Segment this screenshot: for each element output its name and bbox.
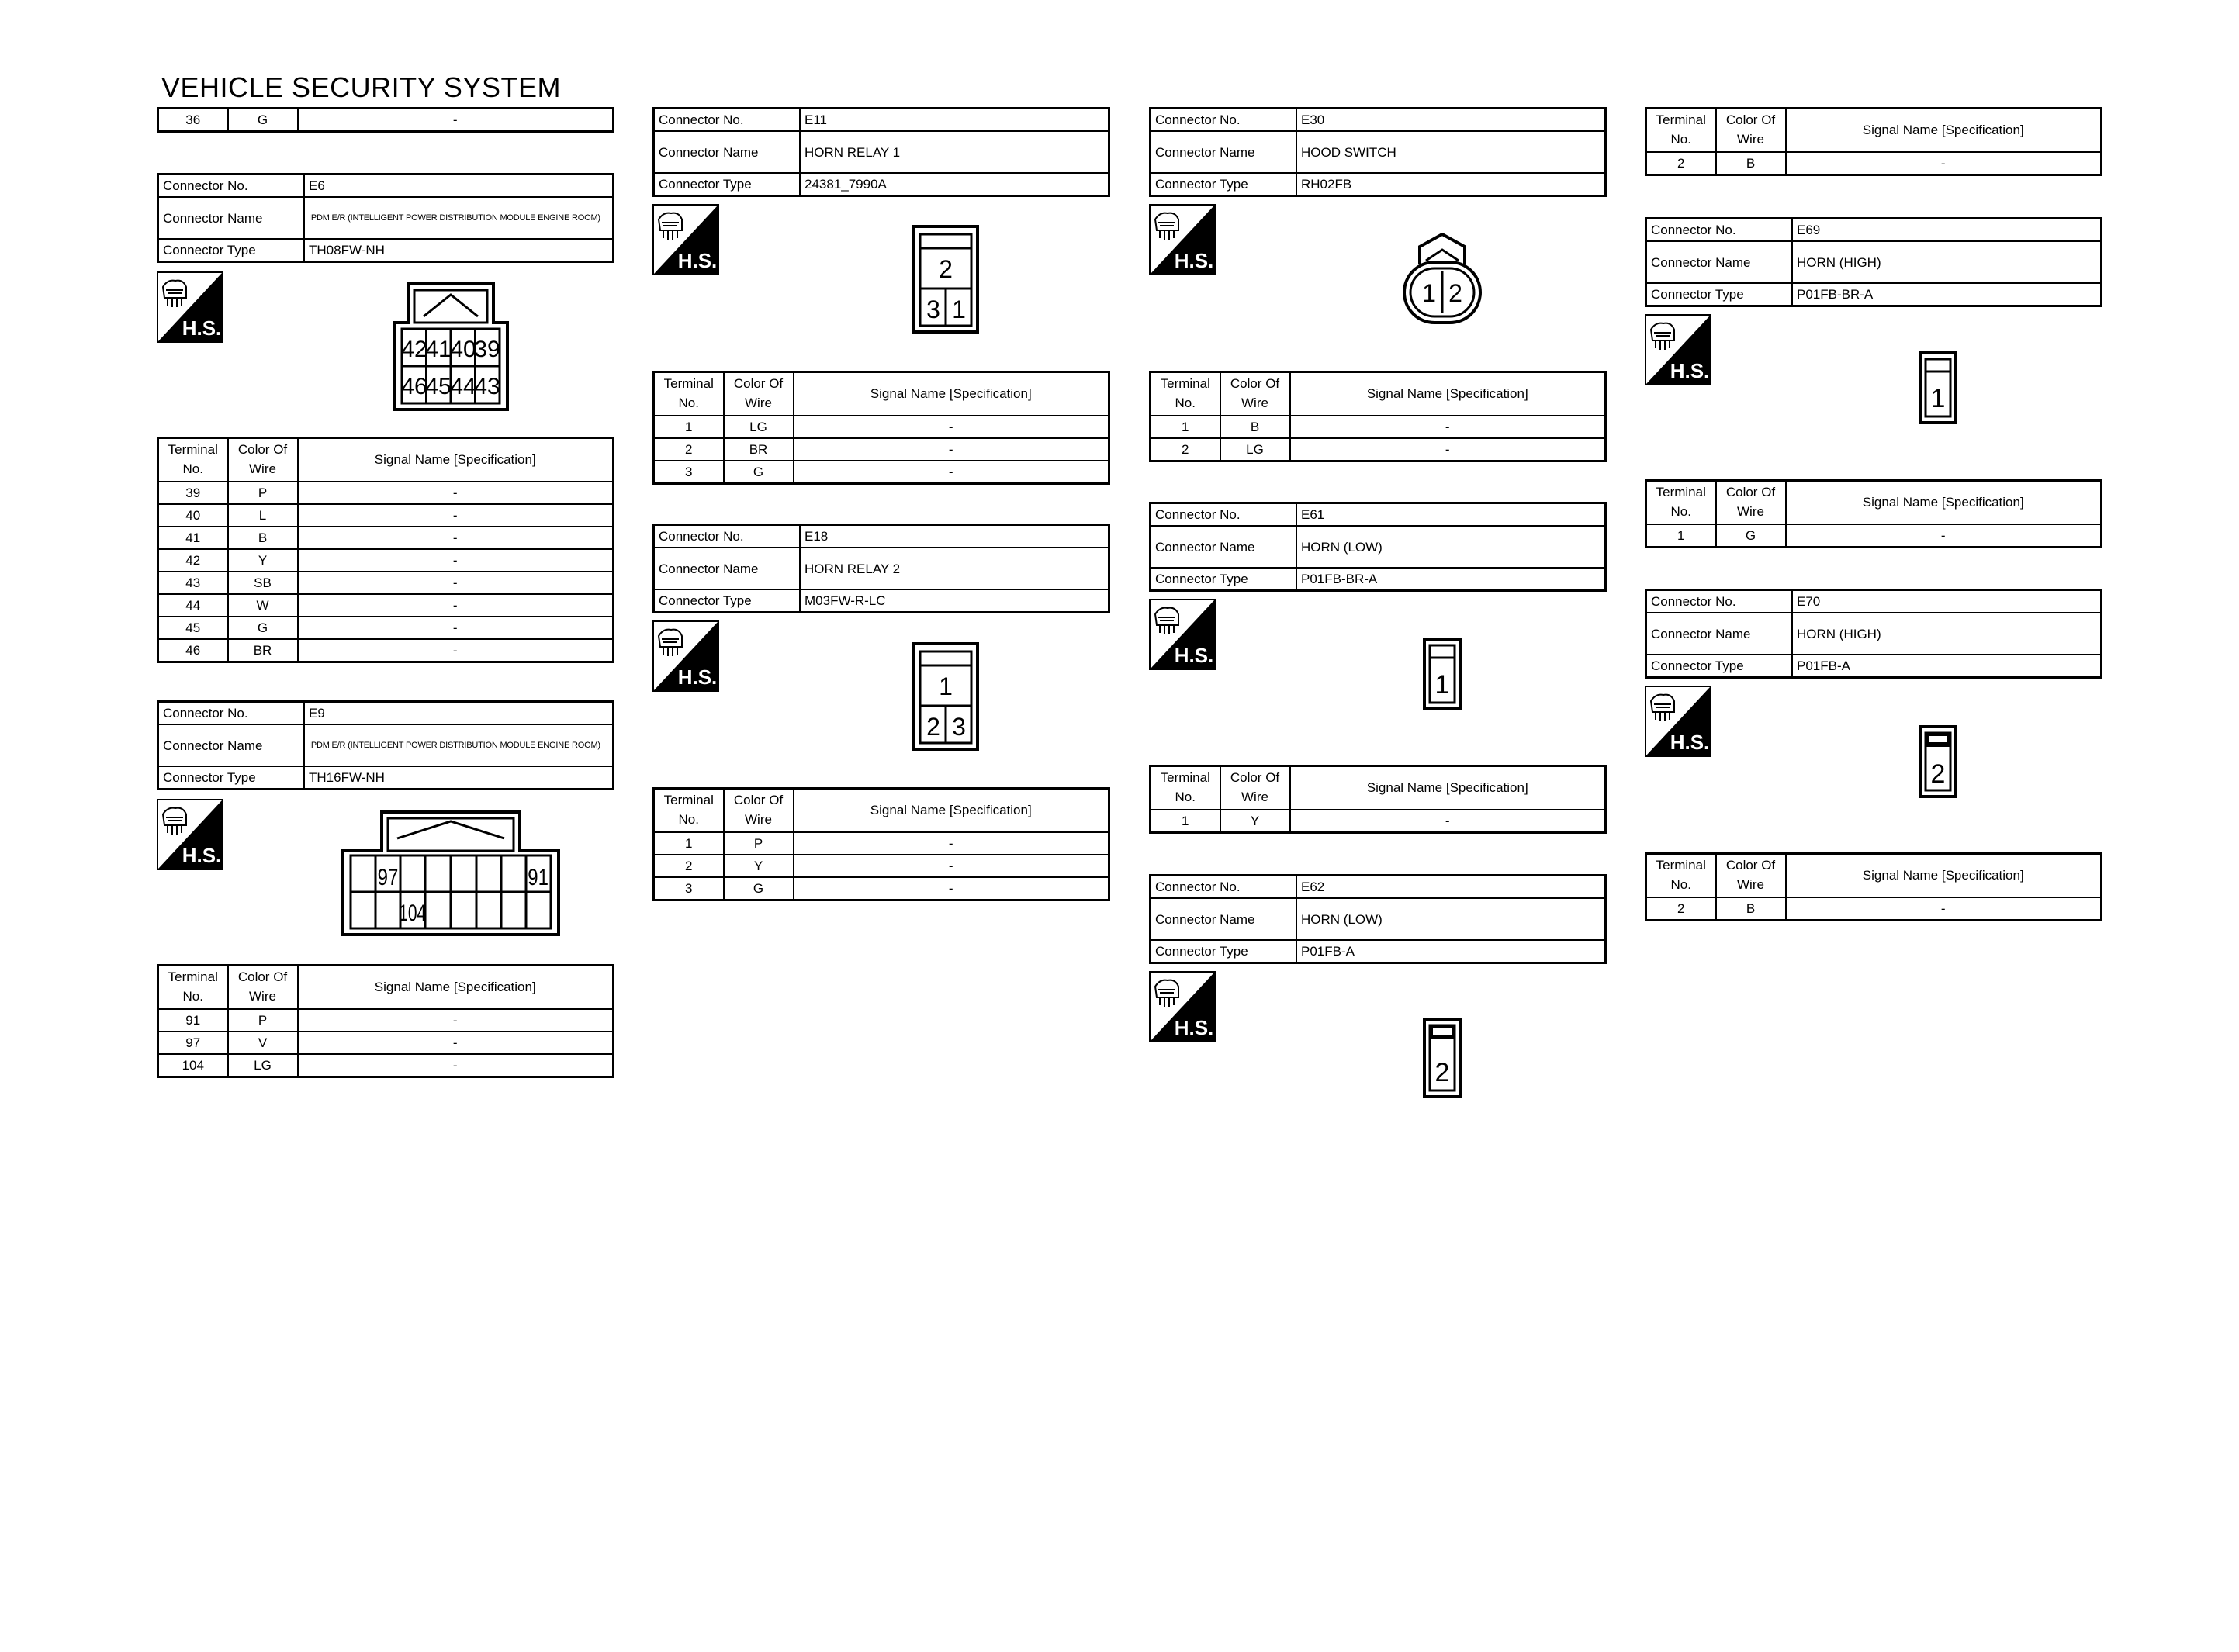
color-cell: W	[228, 594, 298, 617]
header-color-of-wire: Color Of Wire	[1220, 766, 1290, 810]
terminal-cell: 3	[654, 461, 724, 484]
table-row	[158, 1009, 614, 1032]
connector-no-value: E18	[800, 525, 1109, 548]
connector-e70-face-diagram	[1919, 725, 1957, 798]
harness-side-icon	[1645, 686, 1711, 757]
harness-side-icon	[1149, 204, 1216, 275]
label-connector-name: Connector Name	[1151, 898, 1297, 940]
connector-e18-terminal-table	[652, 787, 1110, 901]
signal-cell: -	[794, 877, 1109, 900]
connector-no-value: E6	[304, 175, 614, 198]
color-cell: LG	[1220, 438, 1290, 461]
pin-1: 1	[939, 672, 953, 700]
pin-1: 1	[1930, 384, 1946, 413]
header-color-of-wire: Color Of Wire	[1716, 854, 1786, 898]
signal-cell: -	[794, 438, 1109, 461]
table-row	[1151, 438, 1606, 461]
signal-cell: -	[794, 832, 1109, 855]
color-cell: BR	[228, 639, 298, 662]
terminal-cell: 45	[158, 617, 228, 639]
header-signal-name: Signal Name [Specification]	[794, 789, 1109, 833]
connector-type-value: M03FW-R-LC	[800, 589, 1109, 613]
connector-e61-face-diagram	[1423, 638, 1462, 710]
signal-cell: -	[1786, 897, 2102, 921]
pin-2: 2	[1448, 279, 1462, 307]
connector-e30-info	[1149, 107, 1607, 197]
terminal-cell: 3	[654, 877, 724, 900]
header-terminal-no: Terminal No.	[654, 372, 724, 416]
table-row	[158, 572, 614, 594]
table-row	[158, 109, 614, 132]
connector-type-value: P01FB-A	[1296, 940, 1606, 963]
signal-cell: -	[298, 1054, 614, 1077]
color-cell: G	[228, 109, 298, 132]
pin-2: 2	[1930, 759, 1946, 789]
connector-e69-info	[1645, 217, 2102, 307]
pin-104: 104	[399, 900, 427, 926]
label-connector-type: Connector Type	[1646, 655, 1793, 678]
connector-e70-terminal-table	[1645, 852, 2102, 921]
header-signal-name: Signal Name [Specification]	[298, 966, 614, 1010]
table-row	[158, 504, 614, 527]
table-row	[654, 416, 1109, 438]
terminal-cell: 2	[654, 438, 724, 461]
label-connector-type: Connector Type	[158, 239, 305, 262]
label-connector-no: Connector No.	[1151, 503, 1297, 527]
terminal-cell: 2	[1151, 438, 1220, 461]
terminal-cell: 42	[158, 549, 228, 572]
table-row	[158, 1032, 614, 1054]
signal-cell: -	[298, 594, 614, 617]
terminal-cell: 36	[158, 109, 228, 132]
label-connector-no: Connector No.	[158, 175, 305, 198]
terminal-cell: 43	[158, 572, 228, 594]
table-row	[654, 832, 1109, 855]
connector-no-value: E70	[1792, 590, 2102, 613]
terminal-cell: 2	[654, 855, 724, 877]
pin-2: 2	[1434, 1058, 1450, 1087]
pin-41: 41	[425, 337, 452, 362]
connector-no-value: E9	[304, 702, 614, 725]
terminal-cell: 2	[1646, 897, 1716, 921]
color-cell: G	[1716, 524, 1786, 548]
pin-1: 1	[1422, 279, 1436, 307]
connector-name-value: HORN RELAY 1	[800, 131, 1109, 173]
label-connector-type: Connector Type	[1151, 568, 1297, 591]
connector-name-value: HORN (LOW)	[1296, 898, 1606, 940]
signal-cell: -	[298, 1009, 614, 1032]
label-connector-name: Connector Name	[654, 131, 801, 173]
connector-e11-face-diagram	[912, 225, 979, 334]
connector-type-value: P01FB-BR-A	[1296, 568, 1606, 591]
header-terminal-no: Terminal No.	[1151, 766, 1220, 810]
signal-cell: -	[298, 1032, 614, 1054]
header-terminal-no: Terminal No.	[1646, 854, 1716, 898]
color-cell: Y	[1220, 810, 1290, 833]
harness-side-icon	[1645, 314, 1711, 385]
header-signal-name: Signal Name [Specification]	[1290, 766, 1606, 810]
terminal-cell: 91	[158, 1009, 228, 1032]
hs-mark-label: H.S.	[1670, 731, 1710, 754]
pin-1: 1	[952, 295, 966, 323]
pin-97: 97	[377, 863, 399, 890]
header-signal-name: Signal Name [Specification]	[1786, 109, 2102, 153]
pin-45: 45	[425, 374, 452, 399]
header-terminal-no: Terminal No.	[158, 966, 228, 1010]
signal-cell: -	[298, 527, 614, 549]
table-row	[158, 617, 614, 639]
harness-side-icon	[157, 271, 223, 343]
table-row	[654, 461, 1109, 484]
connector-no-value: E11	[800, 109, 1109, 132]
label-connector-name: Connector Name	[158, 724, 305, 766]
terminal-cell: 40	[158, 504, 228, 527]
connector-no-value: E62	[1296, 876, 1606, 899]
pin-2: 2	[939, 255, 953, 283]
connector-name-value: HORN (LOW)	[1296, 526, 1606, 568]
header-signal-name: Signal Name [Specification]	[794, 372, 1109, 416]
signal-cell: -	[1290, 810, 1606, 833]
header-signal-name: Signal Name [Specification]	[1786, 481, 2102, 525]
connector-name-value: HORN RELAY 2	[800, 548, 1109, 589]
terminal-cell: 1	[1151, 810, 1220, 833]
table-row	[158, 549, 614, 572]
label-connector-name: Connector Name	[1151, 526, 1297, 568]
color-cell: G	[228, 617, 298, 639]
signal-cell: -	[298, 504, 614, 527]
color-cell: SB	[228, 572, 298, 594]
pin-91: 91	[528, 863, 549, 890]
label-connector-name: Connector Name	[654, 548, 801, 589]
connector-e62-face-diagram	[1423, 1018, 1462, 1098]
connector-type-value: P01FB-A	[1792, 655, 2102, 678]
header-color-of-wire: Color Of Wire	[228, 438, 298, 482]
label-connector-name: Connector Name	[1151, 131, 1297, 173]
connector-type-value: RH02FB	[1296, 173, 1606, 196]
pin-3: 3	[926, 295, 940, 323]
header-signal-name: Signal Name [Specification]	[298, 438, 614, 482]
label-connector-no: Connector No.	[1646, 590, 1793, 613]
terminal-cell: 39	[158, 482, 228, 504]
connector-e69-face-diagram	[1919, 351, 1957, 424]
connector-name-value: HOOD SWITCH	[1296, 131, 1606, 173]
signal-cell: -	[298, 639, 614, 662]
connector-name-value: IPDM E/R (INTELLIGENT POWER DISTRIBUTION MODULE ENGINE ROOM)	[304, 197, 614, 239]
hs-mark-label: H.S.	[1174, 249, 1214, 272]
table-row	[158, 1054, 614, 1077]
pin-1: 1	[1434, 670, 1450, 700]
terminal-cell: 46	[158, 639, 228, 662]
continued-terminal-table	[1645, 107, 2102, 176]
header-terminal-no: Terminal No.	[1151, 372, 1220, 416]
table-row	[1646, 524, 2102, 548]
connector-e61-info	[1149, 502, 1607, 592]
pin-40: 40	[450, 337, 476, 362]
table-row	[1646, 152, 2102, 175]
table-row	[1151, 416, 1606, 438]
color-cell: V	[228, 1032, 298, 1054]
harness-side-icon	[1149, 971, 1216, 1042]
color-cell: BR	[724, 438, 794, 461]
label-connector-type: Connector Type	[1151, 940, 1297, 963]
header-color-of-wire: Color Of Wire	[724, 372, 794, 416]
header-color-of-wire: Color Of Wire	[724, 789, 794, 833]
connector-type-value: 24381_7990A	[800, 173, 1109, 196]
connector-name-value: HORN (HIGH)	[1792, 613, 2102, 655]
header-color-of-wire: Color Of Wire	[228, 966, 298, 1010]
hs-mark-label: H.S.	[182, 844, 222, 867]
header-color-of-wire: Color Of Wire	[1220, 372, 1290, 416]
signal-cell: -	[1290, 438, 1606, 461]
table-row	[654, 438, 1109, 461]
color-cell: B	[1220, 416, 1290, 438]
connector-e18-face-diagram	[912, 642, 979, 751]
header-color-of-wire: Color Of Wire	[1716, 109, 1786, 153]
connector-e11-terminal-table	[652, 371, 1110, 485]
connector-e11-info	[652, 107, 1110, 197]
connector-name-value: HORN (HIGH)	[1792, 241, 2102, 283]
header-terminal-no: Terminal No.	[158, 438, 228, 482]
header-terminal-no: Terminal No.	[1646, 109, 1716, 153]
signal-cell: -	[298, 617, 614, 639]
terminal-cell: 1	[654, 832, 724, 855]
signal-cell: -	[1786, 524, 2102, 548]
hs-mark-label: H.S.	[677, 665, 718, 689]
harness-side-icon	[157, 799, 223, 870]
connector-type-value: P01FB-BR-A	[1792, 283, 2102, 306]
table-row	[654, 877, 1109, 900]
label-connector-type: Connector Type	[1151, 173, 1297, 196]
label-connector-no: Connector No.	[1646, 219, 1793, 242]
connector-e9-info	[157, 700, 614, 790]
label-connector-no: Connector No.	[654, 109, 801, 132]
harness-side-icon	[1149, 599, 1216, 670]
table-row	[158, 527, 614, 549]
terminal-cell: 2	[1646, 152, 1716, 175]
pin-39: 39	[474, 337, 500, 362]
harness-side-icon	[652, 204, 719, 275]
harness-side-icon	[652, 620, 719, 692]
color-cell: B	[228, 527, 298, 549]
label-connector-name: Connector Name	[1646, 241, 1793, 283]
connector-e62-info	[1149, 874, 1607, 964]
connector-e9-terminal-table	[157, 964, 614, 1078]
label-connector-type: Connector Type	[1646, 283, 1793, 306]
signal-cell: -	[1786, 152, 2102, 175]
table-row	[158, 594, 614, 617]
connector-e6-info	[157, 173, 614, 263]
color-cell: LG	[724, 416, 794, 438]
signal-cell: -	[298, 109, 614, 132]
header-signal-name: Signal Name [Specification]	[1290, 372, 1606, 416]
color-cell: P	[228, 1009, 298, 1032]
label-connector-no: Connector No.	[1151, 876, 1297, 899]
label-connector-name: Connector Name	[1646, 613, 1793, 655]
color-cell: Y	[724, 855, 794, 877]
hs-mark-label: H.S.	[1174, 1016, 1214, 1039]
signal-cell: -	[298, 482, 614, 504]
label-connector-no: Connector No.	[654, 525, 801, 548]
label-connector-no: Connector No.	[1151, 109, 1297, 132]
connector-e6-terminal-table	[157, 437, 614, 663]
hs-mark-label: H.S.	[1670, 359, 1710, 382]
signal-cell: -	[794, 461, 1109, 484]
header-color-of-wire: Color Of Wire	[1716, 481, 1786, 525]
color-cell: L	[228, 504, 298, 527]
header-terminal-no: Terminal No.	[654, 789, 724, 833]
terminal-cell: 1	[1646, 524, 1716, 548]
pin-3: 3	[952, 713, 966, 741]
color-cell: P	[724, 832, 794, 855]
label-connector-type: Connector Type	[158, 766, 305, 790]
label-connector-type: Connector Type	[654, 173, 801, 196]
page-title: VEHICLE SECURITY SYSTEM	[161, 71, 561, 103]
pin-43: 43	[474, 374, 500, 399]
connector-e69-terminal-table	[1645, 479, 2102, 548]
table-row	[1151, 810, 1606, 833]
connector-e6-face-diagram	[393, 282, 509, 411]
connector-e30-terminal-table	[1149, 371, 1607, 462]
color-cell: B	[1716, 152, 1786, 175]
pin-2: 2	[926, 713, 940, 741]
connector-e30-face-diagram	[1403, 233, 1482, 326]
connector-e9-face-diagram	[341, 810, 560, 936]
color-cell: G	[724, 461, 794, 484]
color-cell: G	[724, 877, 794, 900]
pin-44: 44	[450, 374, 476, 399]
header-terminal-no: Terminal No.	[1646, 481, 1716, 525]
table-row	[654, 855, 1109, 877]
terminal-cell: 44	[158, 594, 228, 617]
label-connector-type: Connector Type	[654, 589, 801, 613]
table-row	[158, 639, 614, 662]
connector-name-value: IPDM E/R (INTELLIGENT POWER DISTRIBUTION MODULE ENGINE ROOM)	[304, 724, 614, 766]
label-connector-no: Connector No.	[158, 702, 305, 725]
color-cell: B	[1716, 897, 1786, 921]
signal-cell: -	[1290, 416, 1606, 438]
connector-no-value: E69	[1792, 219, 2102, 242]
continued-terminal-row	[157, 107, 614, 133]
pin-46: 46	[401, 374, 427, 399]
connector-no-value: E61	[1296, 503, 1606, 527]
color-cell: Y	[228, 549, 298, 572]
signal-cell: -	[298, 572, 614, 594]
table-row	[1646, 897, 2102, 921]
terminal-cell: 41	[158, 527, 228, 549]
header-signal-name: Signal Name [Specification]	[1786, 854, 2102, 898]
color-cell: P	[228, 482, 298, 504]
connector-e61-terminal-table	[1149, 765, 1607, 834]
terminal-cell: 1	[654, 416, 724, 438]
signal-cell: -	[794, 416, 1109, 438]
table-row	[158, 482, 614, 504]
terminal-cell: 104	[158, 1054, 228, 1077]
hs-mark-label: H.S.	[677, 249, 718, 272]
connector-type-value: TH16FW-NH	[304, 766, 614, 790]
connector-e70-info	[1645, 589, 2102, 679]
connector-type-value: TH08FW-NH	[304, 239, 614, 262]
color-cell: LG	[228, 1054, 298, 1077]
label-connector-name: Connector Name	[158, 197, 305, 239]
connector-e18-info	[652, 524, 1110, 613]
terminal-cell: 1	[1151, 416, 1220, 438]
hs-mark-label: H.S.	[182, 316, 222, 340]
hs-mark-label: H.S.	[1174, 644, 1214, 667]
signal-cell: -	[794, 855, 1109, 877]
pin-42: 42	[401, 337, 427, 362]
connector-no-value: E30	[1296, 109, 1606, 132]
terminal-cell: 97	[158, 1032, 228, 1054]
signal-cell: -	[298, 549, 614, 572]
